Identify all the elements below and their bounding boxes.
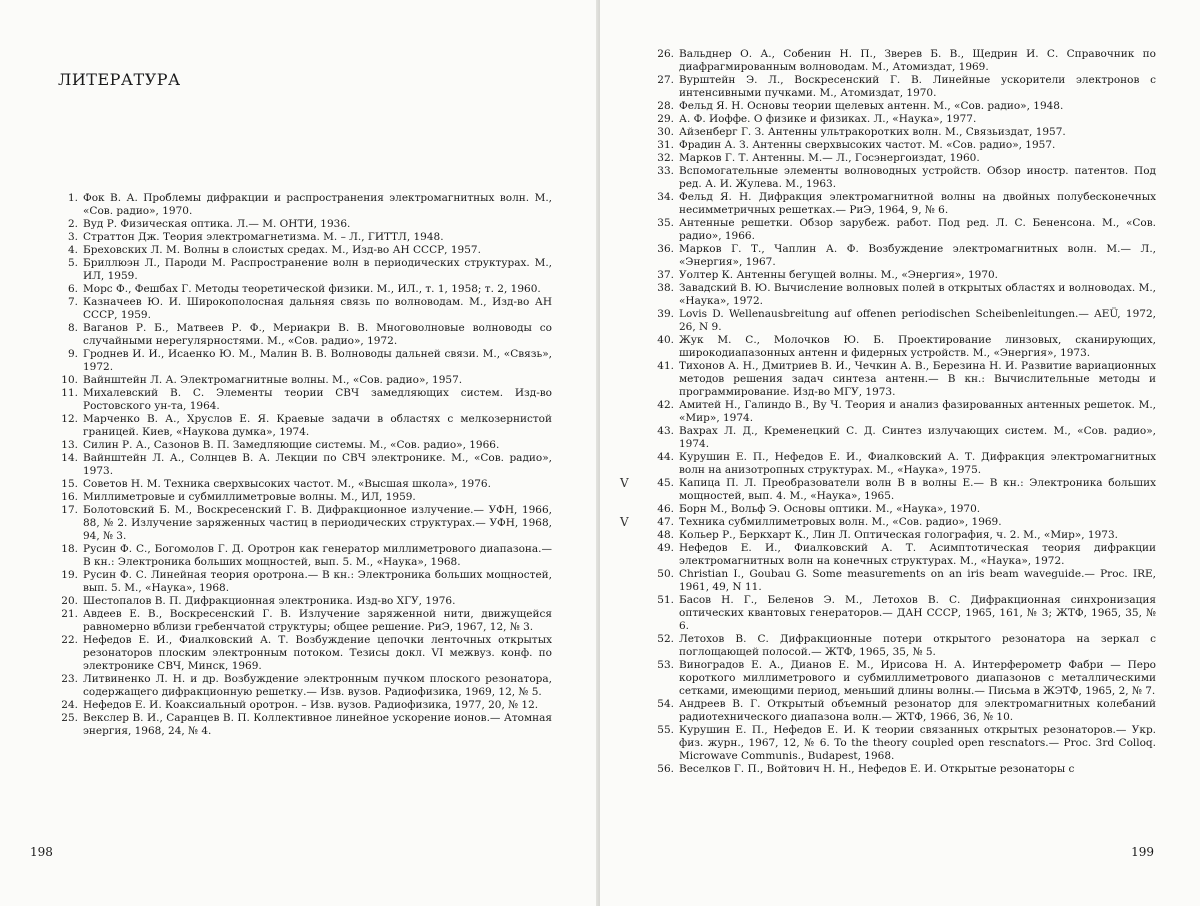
reference-text: Завадский В. Ю. Вычисление волновых полей в открытых областях и волноводах. М., «Наука», 1972. — [679, 282, 1156, 307]
reference-text: Виноградов Е. А., Дианов Е. М., Ирисова Н. А. Интерферометр Фабри — Перо короткого миллиметрового и субмиллиметрового диапазонов с металлическими сетками, имеющими период, меньший длины волны.— Письма в ЖЭТФ, 1965, 2, № 7. — [679, 659, 1156, 697]
reference-number: 53. — [657, 659, 674, 671]
reference-text: Жук М. С., Молочков Ю. Б. Проектирование линзовых, сканирующих, широкодиапазонных антенн и фидерных устройств. М., «Энергия», 1973. — [679, 334, 1156, 359]
reference-entry — [52, 699, 552, 712]
reference-number: 43. — [657, 425, 674, 437]
reference-number: 55. — [657, 724, 674, 736]
reference-list-right — [620, 48, 1156, 776]
margin-check-mark: V — [620, 476, 629, 490]
reference-entry — [648, 425, 1156, 451]
reference-number: 46. — [657, 503, 674, 515]
reference-entry — [648, 308, 1156, 334]
reference-number: 52. — [657, 633, 674, 645]
reference-text: Русин Ф. С. Линейная теория оротрона.— В кн.: Электроника больших мощностей, вып. 5. М., «Наука», 1968. — [83, 569, 552, 594]
reference-entry — [52, 296, 552, 322]
reference-entry — [648, 282, 1156, 308]
reference-text: Вайнштейн Л. А., Солнцев В. А. Лекции по СВЧ электронике. М., «Сов. радио», 1973. — [83, 452, 552, 477]
reference-list-left — [52, 192, 552, 738]
reference-text: Русин Ф. С., Богомолов Г. Д. Оротрон как генератор миллиметрового диапазона.— В кн.: Электроника больших мощностей, вып. 5. М., «Наука», 1968. — [83, 543, 552, 568]
reference-number: 13. — [61, 439, 78, 451]
reference-entry — [620, 476, 1156, 503]
reference-number: 25. — [61, 712, 78, 724]
reference-entry — [52, 673, 552, 699]
reference-text: Бреховских Л. М. Волны в слоистых средах. М., Изд-во АН СССР, 1957. — [83, 244, 481, 256]
reference-number: 23. — [61, 673, 78, 685]
reference-number: 24. — [61, 699, 78, 711]
reference-number: 26. — [657, 48, 674, 60]
reference-entry — [52, 478, 552, 491]
reference-entry — [648, 113, 1156, 126]
reference-number: 21. — [61, 608, 78, 620]
reference-entry — [648, 126, 1156, 139]
reference-entry — [52, 257, 552, 283]
reference-text: Курушин Е. П., Нефедов Е. И., Фиалковский А. Т. Дифракция электромагнитных волн на анизотропных структурах. М., «Наука», 1975. — [679, 451, 1156, 476]
reference-entry — [52, 504, 552, 543]
reference-entry — [52, 634, 552, 673]
right-page — [600, 0, 1200, 906]
reference-number: 22. — [61, 634, 78, 646]
reference-entry — [52, 712, 552, 738]
reference-text: Вурштейн Э. Л., Воскресенский Г. В. Линейные ускорители электронов с интенсивными пучками. М., Атомиздат, 1970. — [679, 74, 1156, 99]
reference-number: 47. — [657, 516, 674, 528]
reference-text: Вайнштейн Л. А. Электромагнитные волны. М., «Сов. радио», 1957. — [83, 374, 463, 386]
reference-text: Басов Н. Г., Беленов Э. М., Летохов В. С. Дифракционная синхронизация оптических квантовых генераторов.— ДАН СССР, 1965, 161, № 3; ЖТФ, 1965, 35, № 6. — [679, 594, 1156, 632]
reference-number: 33. — [657, 165, 674, 177]
reference-number: 38. — [657, 282, 674, 294]
reference-number: 15. — [61, 478, 78, 490]
reference-text: Антенные решетки. Обзор зарубеж. работ. Под ред. Л. С. Бененсона. М., «Сов. радио», 1966. — [679, 217, 1156, 242]
page-number-right: 199 — [1131, 845, 1154, 859]
reference-entry — [648, 568, 1156, 594]
reference-entry — [648, 334, 1156, 360]
reference-text: Фрадин А. З. Антенны сверхвысоких частот. М. «Сов. радио», 1957. — [679, 139, 1056, 151]
page-number-left: 198 — [30, 845, 53, 859]
reference-text: Фок В. А. Проблемы дифракции и распространения электромагнитных волн. М., «Сов. радио», 1970. — [83, 192, 552, 217]
reference-number: 54. — [657, 698, 674, 710]
reference-text: Силин Р. А., Сазонов В. П. Замедляющие системы. М., «Сов. радио», 1966. — [83, 439, 500, 451]
reference-number: 34. — [657, 191, 674, 203]
reference-number: 48. — [657, 529, 674, 541]
reference-entry — [52, 244, 552, 257]
reference-entry — [52, 543, 552, 569]
reference-text: Марков Г. Т., Чаплин А. Ф. Возбуждение электромагнитных волн. М.— Л., «Энергия», 1967. — [679, 243, 1156, 268]
reference-entry — [648, 503, 1156, 516]
reference-entry — [52, 192, 552, 218]
reference-number: 14. — [61, 452, 78, 464]
reference-text: Вахрах Л. Д., Кременецкий С. Д. Синтез излучающих систем. М., «Сов. радио», 1974. — [679, 425, 1156, 450]
reference-entry — [648, 165, 1156, 191]
reference-text: Михалевский В. С. Элементы теории СВЧ замедляющих систем. Изд-во Ростовского ун-та, 1964. — [83, 387, 552, 412]
reference-text: Курушин Е. П., Нефедов Е. И. К теории связанных открытых резонаторов.— Укр. физ. журн., 1967, 12, № 6. To the theory coupled open rescnators.— Proc. 3rd Colloq. Microwave Communis., Budapest, 1968. — [679, 724, 1156, 762]
reference-text: Векслер В. И., Саранцев В. П. Коллективное линейное ускорение ионов.— Атомная энергия, 1968, 24, № 4. — [83, 712, 552, 737]
reference-number: 44. — [657, 451, 674, 463]
reference-entry — [52, 283, 552, 296]
reference-entry — [52, 348, 552, 374]
reference-entry — [648, 763, 1156, 776]
reference-text: Фельд Я. Н. Дифракция электромагнитной волны на двойных полубесконечных несимметричных решетках.— РиЭ, 1964, 9, № 6. — [679, 191, 1156, 216]
reference-number: 7. — [67, 296, 78, 308]
reference-entry — [648, 191, 1156, 217]
margin-check-mark: V — [620, 515, 629, 529]
reference-text: Нефедов Е. И. Коаксиальный оротрон. – Изв. вузов. Радиофизика, 1977, 20, № 12. — [83, 699, 539, 711]
reference-entry — [648, 360, 1156, 399]
reference-entry — [620, 515, 1156, 529]
reference-text: Страттон Дж. Теория электромагнетизма. М. – Л., ГИТТЛ, 1948. — [83, 231, 444, 243]
reference-text: Летохов В. С. Дифракционные потери открытого резонатора на зеркал с поглощающей полосой.— ЖТФ, 1965, 35, № 5. — [679, 633, 1156, 658]
reference-number: 30. — [657, 126, 674, 138]
reference-entry — [52, 218, 552, 231]
reference-text: Вальднер О. А., Собенин Н. П., Зверев Б. В., Щедрин И. С. Справочник по диафрагмированным волноводам. М., Атомиздат, 1969. — [679, 48, 1156, 73]
reference-text: Ваганов Р. Б., Матвеев Р. Ф., Мериакри В. В. Многоволновые волноводы со случайными нерегулярностями. М., «Сов. радио», 1972. — [83, 322, 552, 347]
reference-text: Веселков Г. П., Войтович Н. Н., Нефедов Е. И. Открытые резонаторы с — [679, 763, 1075, 775]
reference-text: Lovis D. Wellenausbreitung auf offenen periodischen Scheibenleitungen.— AEÜ, 1972, 26, N 9. — [679, 308, 1156, 333]
reference-entry — [648, 633, 1156, 659]
reference-number: 11. — [61, 387, 78, 399]
reference-number: 2. — [67, 218, 78, 230]
reference-entry — [648, 269, 1156, 282]
reference-entry — [648, 100, 1156, 113]
reference-text: Техника субмиллиметровых волн. М., «Сов. радио», 1969. — [679, 516, 1002, 528]
reference-entry — [648, 399, 1156, 425]
reference-number: 1. — [67, 192, 78, 204]
reference-entry — [648, 659, 1156, 698]
reference-text: Бриллюэн Л., Пароди М. Распространение волн в периодических структурах. М., ИЛ, 1959. — [83, 257, 552, 282]
reference-entry — [52, 608, 552, 634]
page-heading: ЛИТЕРАТУРА — [58, 70, 181, 89]
reference-number: 5. — [67, 257, 78, 269]
reference-number: 40. — [657, 334, 674, 346]
reference-text: Борн М., Вольф Э. Основы оптики. М., «Наука», 1970. — [679, 503, 981, 515]
reference-text: Болотовский Б. М., Воскресенский Г. В. Дифракционное излучение.— УФН, 1966, 88, № 2. Излучение заряженных частиц в периодических структурах.— УФН, 1968, 94, № 3. — [83, 504, 552, 542]
reference-number: 32. — [657, 152, 674, 164]
reference-text: Вспомогательные элементы волноводных устройств. Обзор иностр. патентов. Под ред. А. И. Жулева. М., 1963. — [679, 165, 1156, 190]
reference-entry — [648, 48, 1156, 74]
reference-entry — [52, 491, 552, 504]
reference-text: Литвиненко Л. Н. и др. Возбуждение электронным пучком плоского резонатора, содержащего дифракционную решетку.— Изв. вузов. Радиофизика, 1969, 12, № 5. — [83, 673, 552, 698]
reference-number: 27. — [657, 74, 674, 86]
reference-number: 35. — [657, 217, 674, 229]
reference-entry — [648, 451, 1156, 477]
reference-number: 17. — [61, 504, 78, 516]
reference-number: 9. — [67, 348, 78, 360]
reference-entry — [648, 243, 1156, 269]
reference-number: 10. — [61, 374, 78, 386]
reference-text: Авдеев Е. В., Воскресенский Г. В. Излучение заряженной нити, движущейся равномерно вблизи гребенчатой структуры; общее решение. РиЭ, 1967, 12, № 3. — [83, 608, 552, 633]
reference-entry — [52, 452, 552, 478]
reference-text: Тихонов А. Н., Дмитриев В. И., Чечкин А. В., Березина Н. И. Развитие вариационных методов решения задач синтеза антенн.— В кн.: Вычислительные методы и программирование. Изд-во МГУ, 1973. — [679, 360, 1156, 398]
reference-number: 29. — [657, 113, 674, 125]
reference-number: 42. — [657, 399, 674, 411]
reference-entry — [648, 74, 1156, 100]
reference-entry — [52, 387, 552, 413]
reference-text: Christian I., Goubau G. Some measurements on an iris beam waveguide.— Proc. IRE, 1961, 49, N 11. — [679, 568, 1156, 593]
reference-text: Амитей Н., Галиндо В., Ву Ч. Теория и анализ фазированных антенных решеток. М., «Мир», 1974. — [679, 399, 1156, 424]
reference-number: 16. — [61, 491, 78, 503]
reference-number: 19. — [61, 569, 78, 581]
reference-number: 20. — [61, 595, 78, 607]
reference-text: Нефедов Е. И., Фиалковский А. Т. Возбуждение цепочки ленточных открытых резонаторов плоским электронным потоком. Тезисы докл. VI межвуз. конф. по электронике СВЧ, Минск, 1969. — [83, 634, 552, 672]
reference-text: Вуд Р. Физическая оптика. Л.— М. ОНТИ, 1936. — [83, 218, 351, 230]
reference-number: 45. — [657, 477, 674, 489]
reference-entry — [52, 439, 552, 452]
reference-number: 50. — [657, 568, 674, 580]
reference-entry — [52, 374, 552, 387]
reference-entry — [648, 139, 1156, 152]
reference-number: 56. — [657, 763, 674, 775]
reference-text: Марченко В. А., Хруслов Е. Я. Краевые задачи в областях с мелкозернистой границей. Киев, «Наукова думка», 1974. — [83, 413, 552, 438]
reference-text: Советов Н. М. Техника сверхвысоких частот. М., «Высшая школа», 1976. — [83, 478, 491, 490]
reference-entry — [52, 231, 552, 244]
reference-text: Кольер Р., Беркхарт К., Лин Л. Оптическая голография, ч. 2. М., «Мир», 1973. — [679, 529, 1118, 541]
reference-entry — [648, 594, 1156, 633]
reference-number: 4. — [67, 244, 78, 256]
reference-entry — [648, 529, 1156, 542]
reference-text: Капица П. Л. Преобразователи волн В в волны Е.— В кн.: Электроника больших мощностей, вып. 4. М., «Наука», 1965. — [679, 477, 1156, 502]
reference-number: 49. — [657, 542, 674, 554]
reference-entry — [52, 569, 552, 595]
reference-number: 37. — [657, 269, 674, 281]
reference-text: Андреев В. Г. Открытый объемный резонатор для электромагнитных колебаний радиотехнического диапазона волн.— ЖТФ, 1966, 36, № 10. — [679, 698, 1156, 723]
reference-number: 12. — [61, 413, 78, 425]
reference-text: Марков Г. Т. Антенны. М.— Л., Госэнергоиздат, 1960. — [679, 152, 980, 164]
reference-number: 18. — [61, 543, 78, 555]
reference-entry — [648, 724, 1156, 763]
reference-number: 31. — [657, 139, 674, 151]
reference-entry — [52, 595, 552, 608]
reference-entry — [648, 217, 1156, 243]
reference-number: 39. — [657, 308, 674, 320]
reference-text: Шестопалов В. П. Дифракционная электроника. Изд-во ХГУ, 1976. — [83, 595, 456, 607]
reference-number: 3. — [67, 231, 78, 243]
reference-text: Казначеев Ю. И. Широкополосная дальняя связь по волноводам. М., Изд-во АН СССР, 1959. — [83, 296, 552, 321]
reference-text: Морс Ф., Фешбах Г. Методы теоретической физики. М., ИЛ., т. 1, 1958; т. 2, 1960. — [83, 283, 541, 295]
reference-text: А. Ф. Иоффе. О физике и физиках. Л., «Наука», 1977. — [679, 113, 977, 125]
reference-number: 6. — [67, 283, 78, 295]
reference-number: 41. — [657, 360, 674, 372]
reference-entry — [648, 542, 1156, 568]
reference-number: 8. — [67, 322, 78, 334]
reference-text: Гроднев И. И., Исаенко Ю. М., Малин В. В. Волноводы дальней связи. М., «Связь», 1972. — [83, 348, 552, 373]
reference-text: Уолтер К. Антенны бегущей волны. М., «Энергия», 1970. — [679, 269, 999, 281]
reference-number: 36. — [657, 243, 674, 255]
reference-text: Айзенберг Г. З. Антенны ультракоротких волн. М., Связьиздат, 1957. — [679, 126, 1066, 138]
reference-entry — [52, 322, 552, 348]
reference-entry — [648, 152, 1156, 165]
reference-entry — [648, 698, 1156, 724]
reference-text: Фельд Я. Н. Основы теории щелевых антенн. М., «Сов. радио», 1948. — [679, 100, 1064, 112]
reference-number: 28. — [657, 100, 674, 112]
reference-text: Нефедов Е. И., Фиалковский А. Т. Асимптотическая теория дифракции электромагнитных волн на конечных структурах. М., «Наука», 1972. — [679, 542, 1156, 567]
reference-number: 51. — [657, 594, 674, 606]
reference-text: Миллиметровые и субмиллиметровые волны. М., ИЛ, 1959. — [83, 491, 416, 503]
reference-entry — [52, 413, 552, 439]
